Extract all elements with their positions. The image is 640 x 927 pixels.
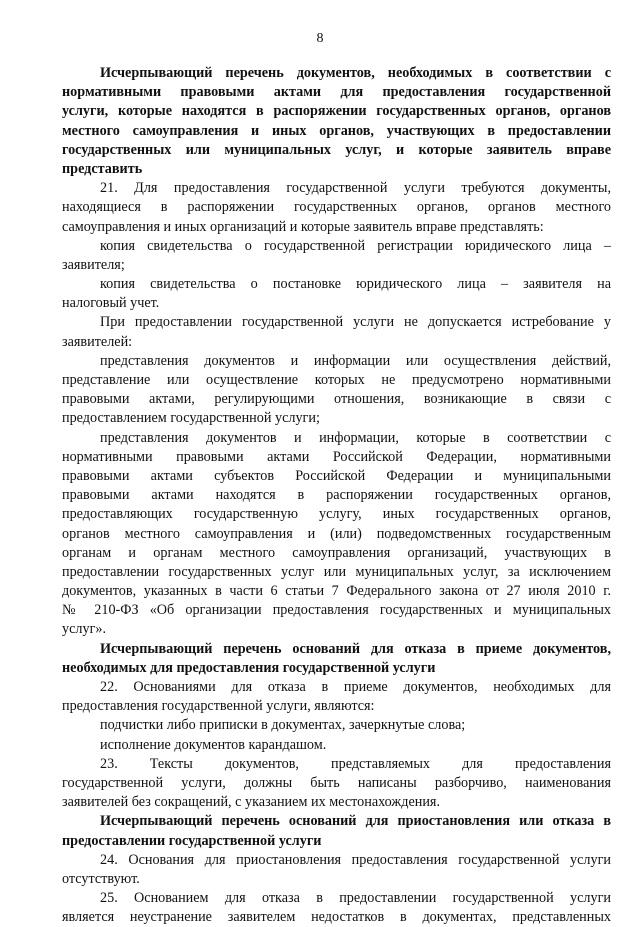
text-line: предоставляющих государственную услугу, иных государственных органов, [62,506,611,523]
heading-line: Исчерпывающий перечень документов, необходимых в соответствии с [100,65,611,81]
heading-line: представить [62,160,143,177]
text-line: находящиеся в распоряжении государственных органов, органов местного [62,199,611,216]
heading-line: Исчерпывающий перечень оснований для приостановления или отказа в [100,813,611,830]
text-line: заявителей без сокращений, с указанием их местонахождения. [62,794,440,811]
text-line: предоставления государственной услуги, являются: [62,698,375,715]
text-line: № 210-ФЗ «Об организации предоставления государственных и муниципальных [62,602,611,619]
text-line: предоставлением государственной услуги; [62,410,320,427]
text-line: 22. Основаниями для отказа в приеме документов, необходимых для [100,679,611,695]
text-line: заявителей: [62,333,133,350]
text-line: представления документов и информации или осуществления действий, [100,352,611,369]
heading-line: государственных или муниципальных услуг, и которые заявитель вправе [62,141,611,158]
text-line: 24. Основания для приостановления предоставления государственной услуги [100,851,611,868]
text-line: государственной услуги, должны быть написаны разборчиво, наименования [62,774,611,791]
text-line: 23. Тексты документов, представляемых для предоставления [100,755,611,772]
text-line: налоговый учет. [62,295,160,312]
text-line: исполнение документов карандашом. [100,736,327,753]
text-line: органам и органам местного самоуправления организаций, участвующих в [62,544,611,561]
heading-line: предоставлении государственной услуги [62,832,322,849]
text-line: предоставлении государственных услуг или муниципальных услуг, за исключением [62,563,611,580]
text-line: отсутствуют. [62,870,140,887]
text-line: документов, указанных в части 6 статьи 7 Федерального закона от 27 июля 2010 г. [62,583,611,600]
text-line: услуг». [62,621,107,638]
text-line: самоуправления и иных организаций и которые заявитель вправе представлять: [62,218,544,235]
heading-line: необходимых для предоставления государственной услуги [62,659,436,676]
text-line: правовыми актами находятся в распоряжении государственных органов, [62,487,611,504]
text-line: копия свидетельства о государственной регистрации юридического лица – [100,237,611,254]
document-body [62,64,611,927]
text-line: представление или осуществление которых не предусмотрено нормативными [62,372,611,388]
heading-line: нормативными правовыми актами для предоставления государственной [62,84,611,101]
heading-line: услуги, которые находятся в распоряжении государственных органов, органов [62,103,611,120]
text-line: копия свидетельства о постановке юридического лица – заявителя на [100,276,611,293]
text-line: правовыми актами субъектов Российской Федерации и муниципальными [62,467,611,484]
text-line: является неустранение заявителем недостатков в документах, представленных [62,909,611,926]
text-line: 25. Основанием для отказа в предоставлении государственной услуги [100,890,611,907]
heading-line: Исчерпывающий перечень оснований для отказа в приеме документов, [100,640,611,657]
text-line: правовыми актами, регулирующими отношения, возникающие в связи с [62,391,611,408]
text-line: заявителя; [62,256,125,273]
text-line: нормативными правовыми актами Российской Федерации, нормативными [62,448,611,465]
text-line: представления документов и информации, которые в соответствии с [100,429,611,446]
text-line: 21. Для предоставления государственной услуги требуются документы, [100,180,611,197]
text-line: При предоставлении государственной услуги не допускается истребование у [100,314,611,331]
text-line: органов местного самоуправления и (или) подведомственных государственным [62,525,611,542]
heading-line: местного самоуправления и иных органов, участвующих в предоставлении [62,122,611,139]
text-line: подчистки либо приписки в документах, зачеркнутые слова; [100,717,466,734]
page-number: 8 [316,31,324,46]
